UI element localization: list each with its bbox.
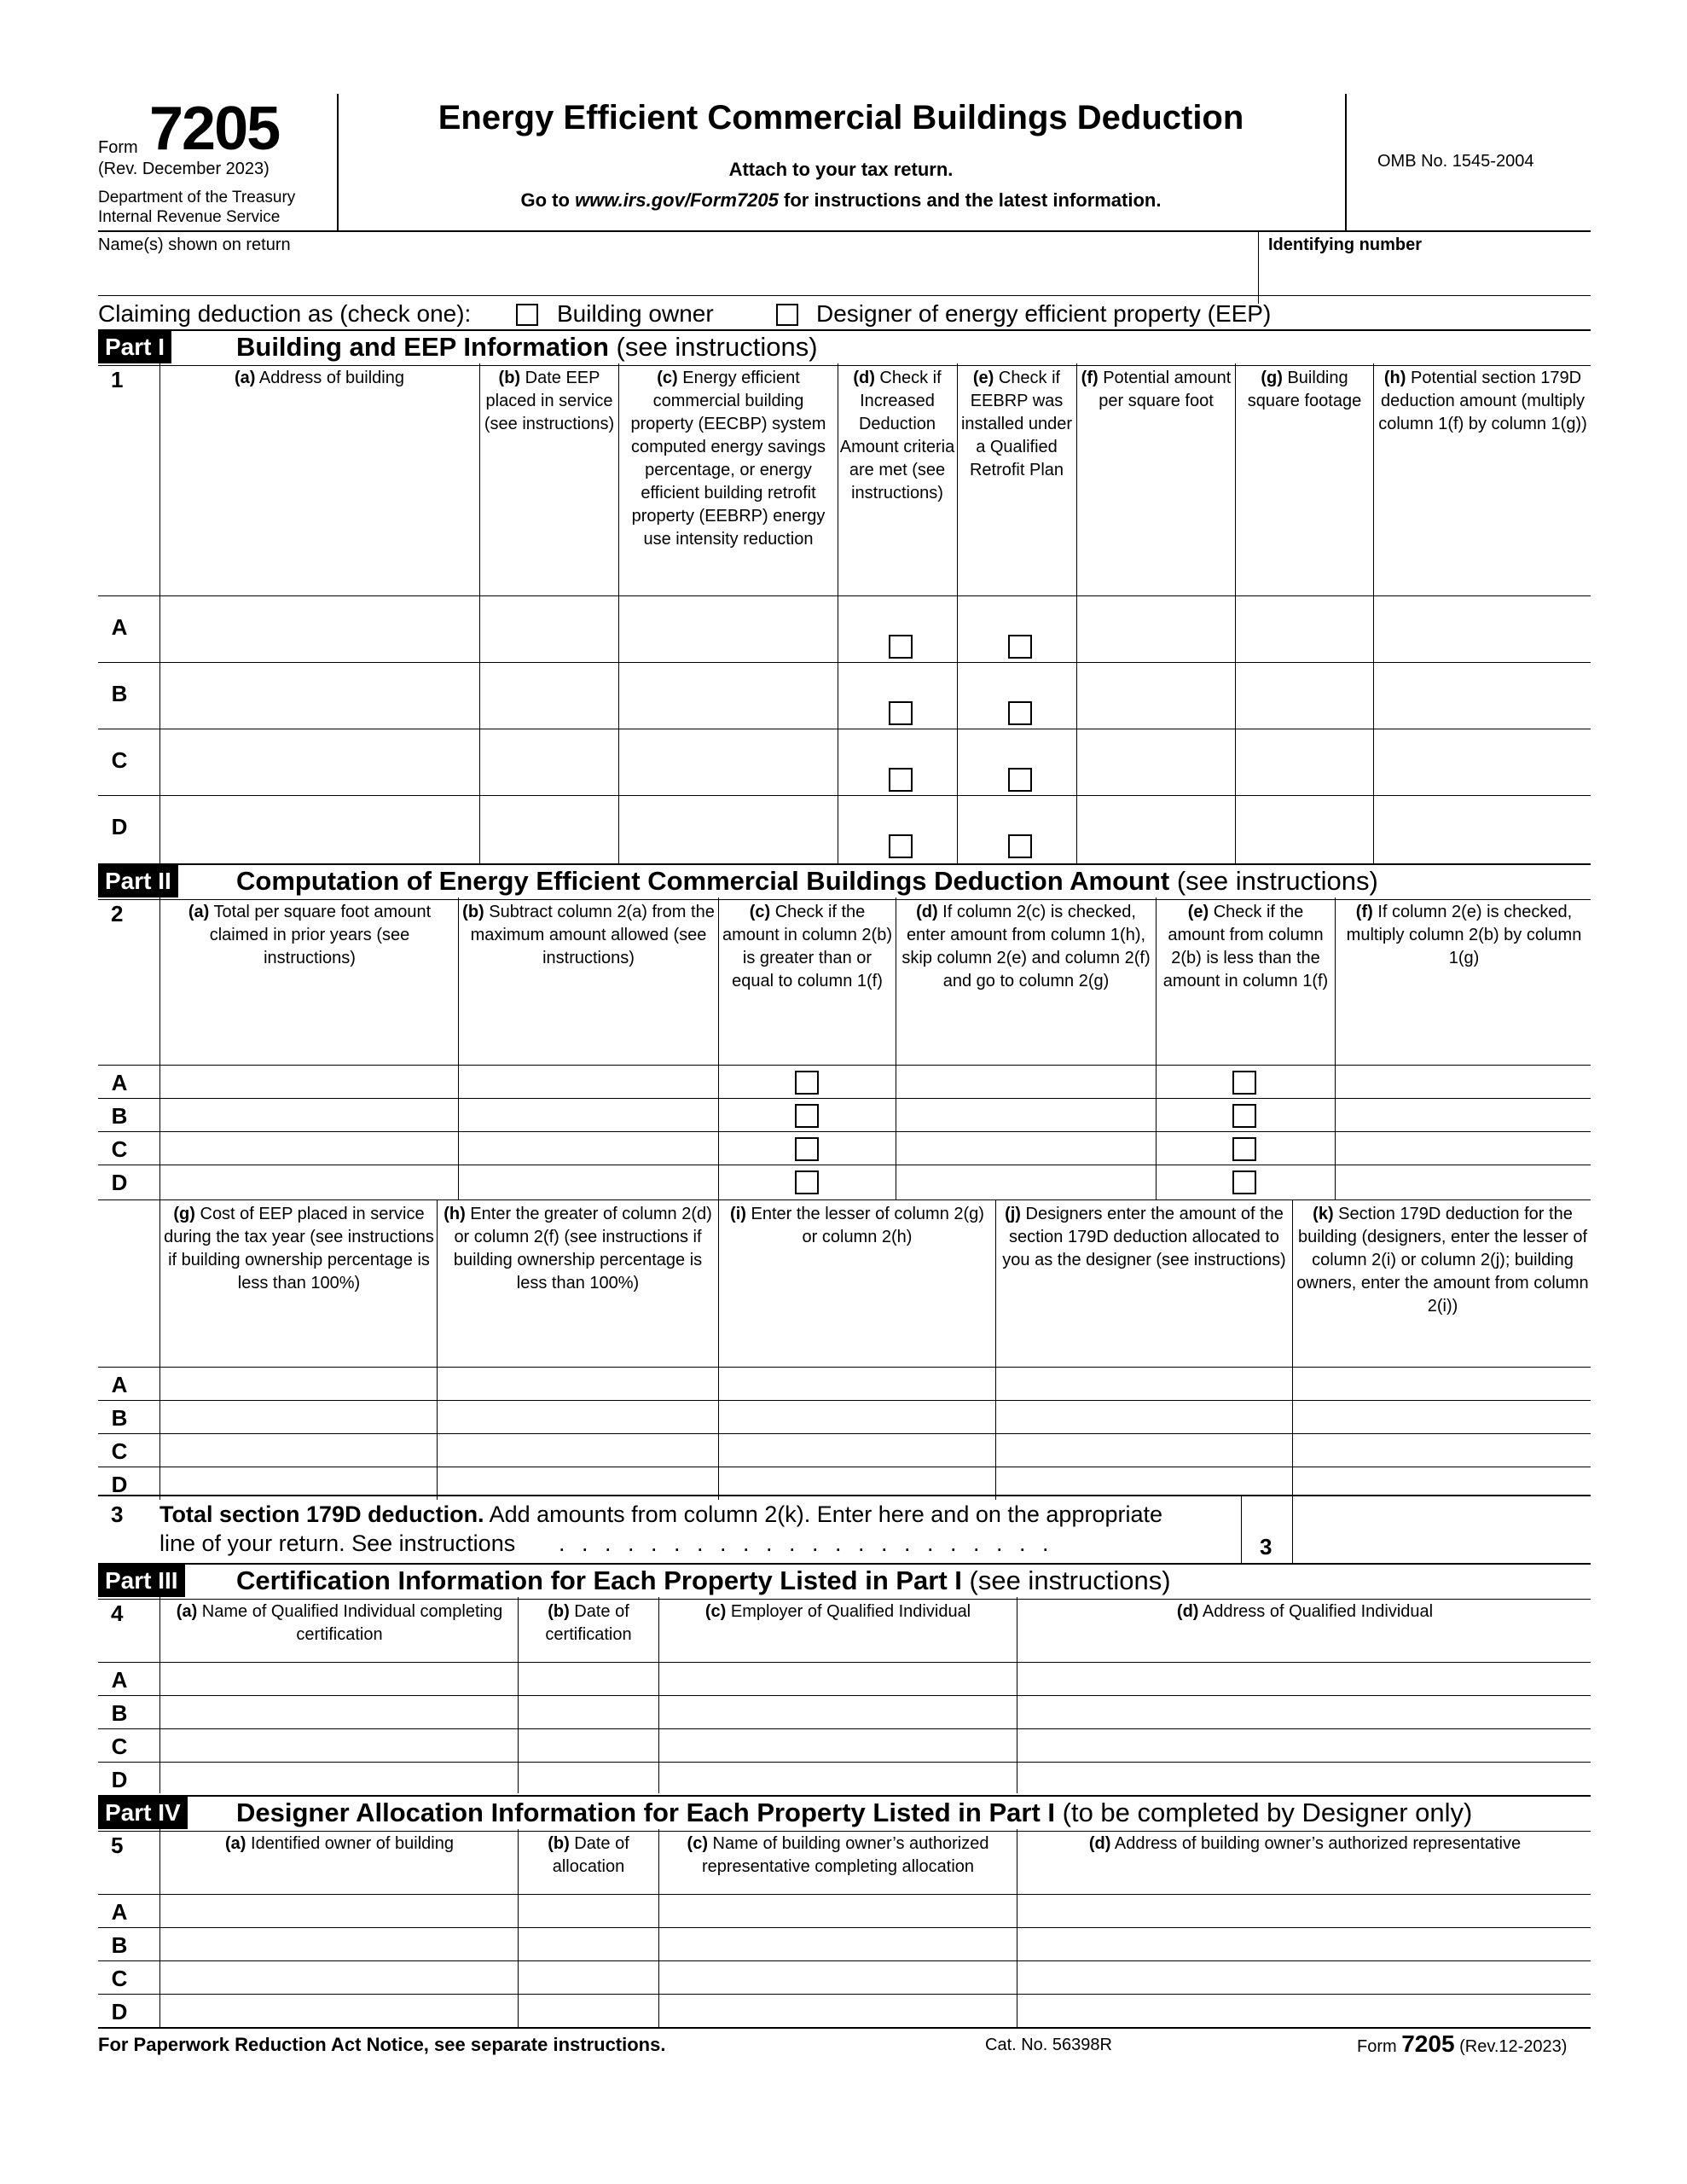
p2-col-c-header: (c) Check if the amount in column 2(b) is greater than or equal to column 1(f) <box>722 903 892 990</box>
part2-header <box>98 863 1591 900</box>
part3-title-suffix: (see instructions) <box>961 1565 1171 1595</box>
p1-hline <box>98 795 1591 796</box>
goto-prefix: Go to <box>520 189 576 211</box>
line3-number: 3 <box>111 1502 124 1527</box>
p3-hline <box>98 1695 1591 1696</box>
p2-row-c-col-e-checkbox[interactable] <box>1232 1137 1256 1161</box>
p2-row-c-col-c-checkbox[interactable] <box>795 1137 819 1161</box>
p4-vline <box>518 1829 519 2027</box>
p1-col-d-header: (d) Check if Increased Deduction Amount criteria are met (see instructions) <box>839 369 955 502</box>
p2-row-d-col-c-checkbox[interactable] <box>795 1170 819 1194</box>
part4-title-suffix: (to be completed by Designer only) <box>1055 1798 1473 1827</box>
p2b-vline <box>1292 1199 1293 1500</box>
p1-vline <box>1373 363 1374 863</box>
part2-title <box>236 865 1378 897</box>
p4-col-b-header: (b) Date of allocation <box>548 1834 629 1876</box>
part1-table <box>98 363 1591 863</box>
p2-row-letter: C <box>111 1136 128 1162</box>
part1-title <box>236 331 818 363</box>
department-line1: Department of the Treasury <box>98 189 296 206</box>
goto-suffix: for instructions and the latest information. <box>778 189 1162 211</box>
p3-col-c-header: (c) Employer of Qualified Individual <box>704 1602 971 1621</box>
p2-hline <box>98 1098 1591 1099</box>
p2b-vline <box>718 1199 719 1500</box>
p2b-hline <box>98 1400 1591 1401</box>
p3-col-a-header: (a) Name of Qualified Individual completing certification <box>176 1602 503 1644</box>
line3-dots: . . . . . . . . . . . . . . . . . . . . . . <box>559 1531 1054 1556</box>
bottom-rule <box>98 2027 1591 2029</box>
part4-header <box>98 1795 1591 1832</box>
p2-row-letter: A <box>111 1070 128 1095</box>
p2-row-d-col-e-checkbox[interactable] <box>1232 1170 1256 1194</box>
line3-amount-field[interactable] <box>1294 1496 1591 1561</box>
p3-row-letter: D <box>111 1767 128 1792</box>
names-field[interactable] <box>98 256 1258 287</box>
part3-title <box>236 1565 1171 1597</box>
part4-table <box>98 1829 1591 2027</box>
p2b-hline <box>98 1433 1591 1434</box>
p2-col-e-header: (e) Check if the amount from column 2(b) is less than the amount in column 1(f) <box>1162 903 1329 990</box>
p4-hline <box>98 1894 1591 1895</box>
p2b-hline <box>98 1367 1591 1368</box>
p1-vline <box>618 363 619 863</box>
form-title: Energy Efficient Commercial Buildings Deduction <box>438 99 1244 136</box>
p2b-row-letter: D <box>111 1472 128 1497</box>
part1-header <box>98 329 1591 366</box>
p2-row-a-col-c-checkbox[interactable] <box>795 1071 819 1095</box>
instructions-note <box>337 189 1345 212</box>
p2-col-a-header: (a) Total per square foot amount claimed in prior years (see instructions) <box>188 903 432 967</box>
p4-row-letter: C <box>111 1966 128 1991</box>
p4-hline <box>98 1927 1591 1928</box>
line2-number: 2 <box>111 901 124 926</box>
form-word: Form <box>98 138 138 157</box>
catalog-number: Cat. No. 56398R <box>985 2036 1112 2054</box>
p1-vline <box>957 363 958 863</box>
part1-tag: Part I <box>98 331 171 363</box>
p2-row-letter: B <box>111 1103 128 1129</box>
p1-col-e-header: (e) Check if EEBRP was installed under a Qualified Retrofit Plan <box>960 369 1073 479</box>
p3-col-b-header: (b) Date of certification <box>545 1602 632 1644</box>
p2-col-j-header: (j) Designers enter the amount of the section 179D deduction allocated to you as the designer (see instructions) <box>1002 1205 1286 1269</box>
footer-form-word: Form <box>1357 2037 1397 2056</box>
p1-row-b-retrofit-checkbox[interactable] <box>1008 701 1032 725</box>
p2-col-g-header: (g) Cost of EEP placed in service during the tax year (see instructions if building ownership percentage is less than 100%) <box>164 1205 434 1292</box>
part4-tag: Part IV <box>98 1797 188 1829</box>
p1-hline <box>98 595 1591 596</box>
p1-row-d-retrofit-checkbox[interactable] <box>1008 834 1032 858</box>
line3-text2: line of your return. See instructions <box>159 1531 516 1556</box>
part3-header <box>98 1563 1591 1600</box>
p2-col-f-header: (f) If column 2(e) is checked, multiply column 2(b) by column 1(g) <box>1346 903 1582 967</box>
part1-title-suffix: (see instructions) <box>608 332 818 362</box>
ident-rule <box>98 295 1591 296</box>
p4-col-d-header: (d) Address of building owner’s authorized representative <box>1088 1834 1522 1853</box>
p2b-vline <box>995 1199 996 1500</box>
line1-number: 1 <box>111 367 124 392</box>
p2-vline <box>718 897 719 1199</box>
building-owner-checkbox[interactable] <box>516 304 538 326</box>
building-owner-label: Building owner <box>557 300 714 327</box>
p1-col-g-header: (g) Building square footage <box>1247 369 1362 410</box>
p2-vline <box>1156 897 1157 1199</box>
p4-hline <box>98 1960 1591 1961</box>
p1-row-a-retrofit-checkbox[interactable] <box>1008 635 1032 659</box>
p1-col-f-header: (f) Potential amount per square foot <box>1081 369 1232 410</box>
footer-form-rev: (Rev.12-2023) <box>1459 2037 1568 2056</box>
part2-table-bottom <box>98 1199 1591 1500</box>
p2-col-d-header: (d) If column 2(c) is checked, enter amount from column 1(h), skip column 2(e) and column 2(f) and go to column 2(g) <box>901 903 1151 990</box>
part3-table <box>98 1597 1591 1793</box>
p4-row-letter: A <box>111 1899 128 1925</box>
p2-col-h-header: (h) Enter the greater of column 2(d) or column 2(f) (see instructions if building ownership percentage is less than 100%) <box>443 1205 712 1292</box>
part2-table-top <box>98 897 1591 1199</box>
p4-vline <box>658 1829 659 2027</box>
p3-hline <box>98 1762 1591 1763</box>
p1-row-letter: A <box>111 614 128 640</box>
form-number: 7205 <box>149 95 280 163</box>
footer-form-number: 7205 <box>1401 2030 1455 2057</box>
p4-row-letter: B <box>111 1932 128 1958</box>
p3-hline <box>98 1662 1591 1663</box>
p3-row-letter: B <box>111 1700 128 1726</box>
p2-hline <box>98 1065 1591 1066</box>
line3-box-label: 3 <box>1260 1534 1272 1560</box>
p1-vline <box>479 363 480 863</box>
p2-col-b-header: (b) Subtract column 2(a) from the maximum amount allowed (see instructions) <box>462 903 715 967</box>
form-revision: (Rev. December 2023) <box>98 160 270 178</box>
line3-box-divider <box>1241 1495 1242 1563</box>
p3-row-letter: A <box>111 1667 128 1693</box>
p2-col-i-header: (i) Enter the lesser of column 2(g) or column 2(h) <box>730 1205 984 1246</box>
p2b-vline <box>437 1199 438 1500</box>
part3-title-bold: Certification Information for Each Property Listed in Part I <box>236 1565 962 1595</box>
p2b-row-letter: A <box>111 1372 128 1397</box>
p4-col-a-header: (a) Identified owner of building <box>225 1834 454 1853</box>
p2-hline <box>98 1131 1591 1132</box>
p3-row-letter: C <box>111 1734 128 1759</box>
p2-col-k-header: (k) Section 179D deduction for the building (designers, enter the lesser of column 2(i) or column 2(j); building owners, enter the amount from column 2(i)) <box>1296 1205 1589 1316</box>
p1-row-letter: B <box>111 681 128 706</box>
line3-text <box>159 1502 1162 1528</box>
p2-row-a-col-e-checkbox[interactable] <box>1232 1071 1256 1095</box>
part1-title-bold: Building and EEP Information <box>236 332 609 362</box>
line3-box-divider <box>1292 1495 1293 1563</box>
department <box>98 188 345 227</box>
p1-vline <box>1235 363 1236 863</box>
names-label: Name(s) shown on return <box>98 235 291 254</box>
p4-col-c-header: (c) Name of building owner’s authorized representative completing allocation <box>687 1834 989 1876</box>
part3-tag: Part III <box>98 1565 185 1597</box>
claiming-label: Claiming deduction as (check one): <box>98 300 472 327</box>
part2-title-bold: Computation of Energy Efficient Commercial Buildings Deduction Amount <box>236 866 1170 896</box>
p1-col-b-header: (b) Date EEP placed in service (see instructions) <box>484 369 615 433</box>
designer-label: Designer of energy efficient property (EEP) <box>816 300 1272 327</box>
line3-text1: Add amounts from column 2(k). Enter here and on the appropriate <box>484 1502 1163 1527</box>
p1-col-h-header: (h) Potential section 179D deduction amount (multiply column 1(f) by column 1(g)) <box>1378 369 1587 433</box>
line4-number: 4 <box>111 1600 124 1626</box>
part4-title-bold: Designer Allocation Information for Each Property Listed in Part I <box>236 1798 1056 1827</box>
department-line2: Internal Revenue Service <box>98 208 281 226</box>
designer-checkbox[interactable] <box>776 304 798 326</box>
p4-vline <box>159 1829 160 2027</box>
p2b-row-letter: B <box>111 1405 128 1431</box>
p2-vline <box>1335 897 1336 1199</box>
p2-row-b-col-c-checkbox[interactable] <box>795 1104 819 1128</box>
part2-title-suffix: (see instructions) <box>1169 866 1378 896</box>
attach-note: Attach to your tax return. <box>728 159 954 180</box>
p1-row-letter: D <box>111 814 128 839</box>
p4-hline <box>98 1994 1591 1995</box>
p2-row-letter: D <box>111 1170 128 1195</box>
p1-vline <box>159 363 160 863</box>
p1-row-b-increased-checkbox[interactable] <box>889 701 913 725</box>
p3-hline <box>98 1728 1591 1729</box>
p1-row-c-increased-checkbox[interactable] <box>889 768 913 792</box>
line5-number: 5 <box>111 1833 124 1858</box>
p1-col-c-header: (c) Energy efficient commercial building property (EECBP) system computed energy savings percentage, or energy efficient building retrofit property (EEBRP) energy use intensity reduction <box>630 369 826 549</box>
p3-col-d-header: (d) Address of Qualified Individual <box>1176 1602 1434 1621</box>
p1-vline <box>1076 363 1077 863</box>
p1-col-a-header: (a) Address of building <box>234 369 404 387</box>
part4-title <box>236 1797 1472 1829</box>
p4-row-letter: D <box>111 1999 128 2024</box>
p1-row-letter: C <box>111 747 128 773</box>
p2b-vline <box>159 1199 160 1500</box>
p2-vline <box>159 897 160 1199</box>
footer-form-id <box>1357 2030 1567 2058</box>
identifying-number-field[interactable] <box>1260 256 1591 287</box>
paperwork-notice: For Paperwork Reduction Act Notice, see separate instructions. <box>98 2034 666 2055</box>
header-rule <box>98 230 1591 232</box>
p1-row-c-retrofit-checkbox[interactable] <box>1008 768 1032 792</box>
p1-row-a-increased-checkbox[interactable] <box>889 635 913 659</box>
p2b-row-letter: C <box>111 1438 128 1464</box>
p2-row-b-col-e-checkbox[interactable] <box>1232 1104 1256 1128</box>
p1-row-d-increased-checkbox[interactable] <box>889 834 913 858</box>
omb-number: OMB No. 1545-2004 <box>1377 152 1534 171</box>
line3-bold: Total section 179D deduction. <box>159 1502 484 1527</box>
p1-hline <box>98 662 1591 663</box>
part2-tag: Part II <box>98 865 178 897</box>
identifying-number-label: Identifying number <box>1268 235 1422 254</box>
p2-vline <box>458 897 459 1199</box>
id-divider <box>1258 230 1259 304</box>
instructions-url[interactable]: www.irs.gov/Form7205 <box>575 189 779 211</box>
